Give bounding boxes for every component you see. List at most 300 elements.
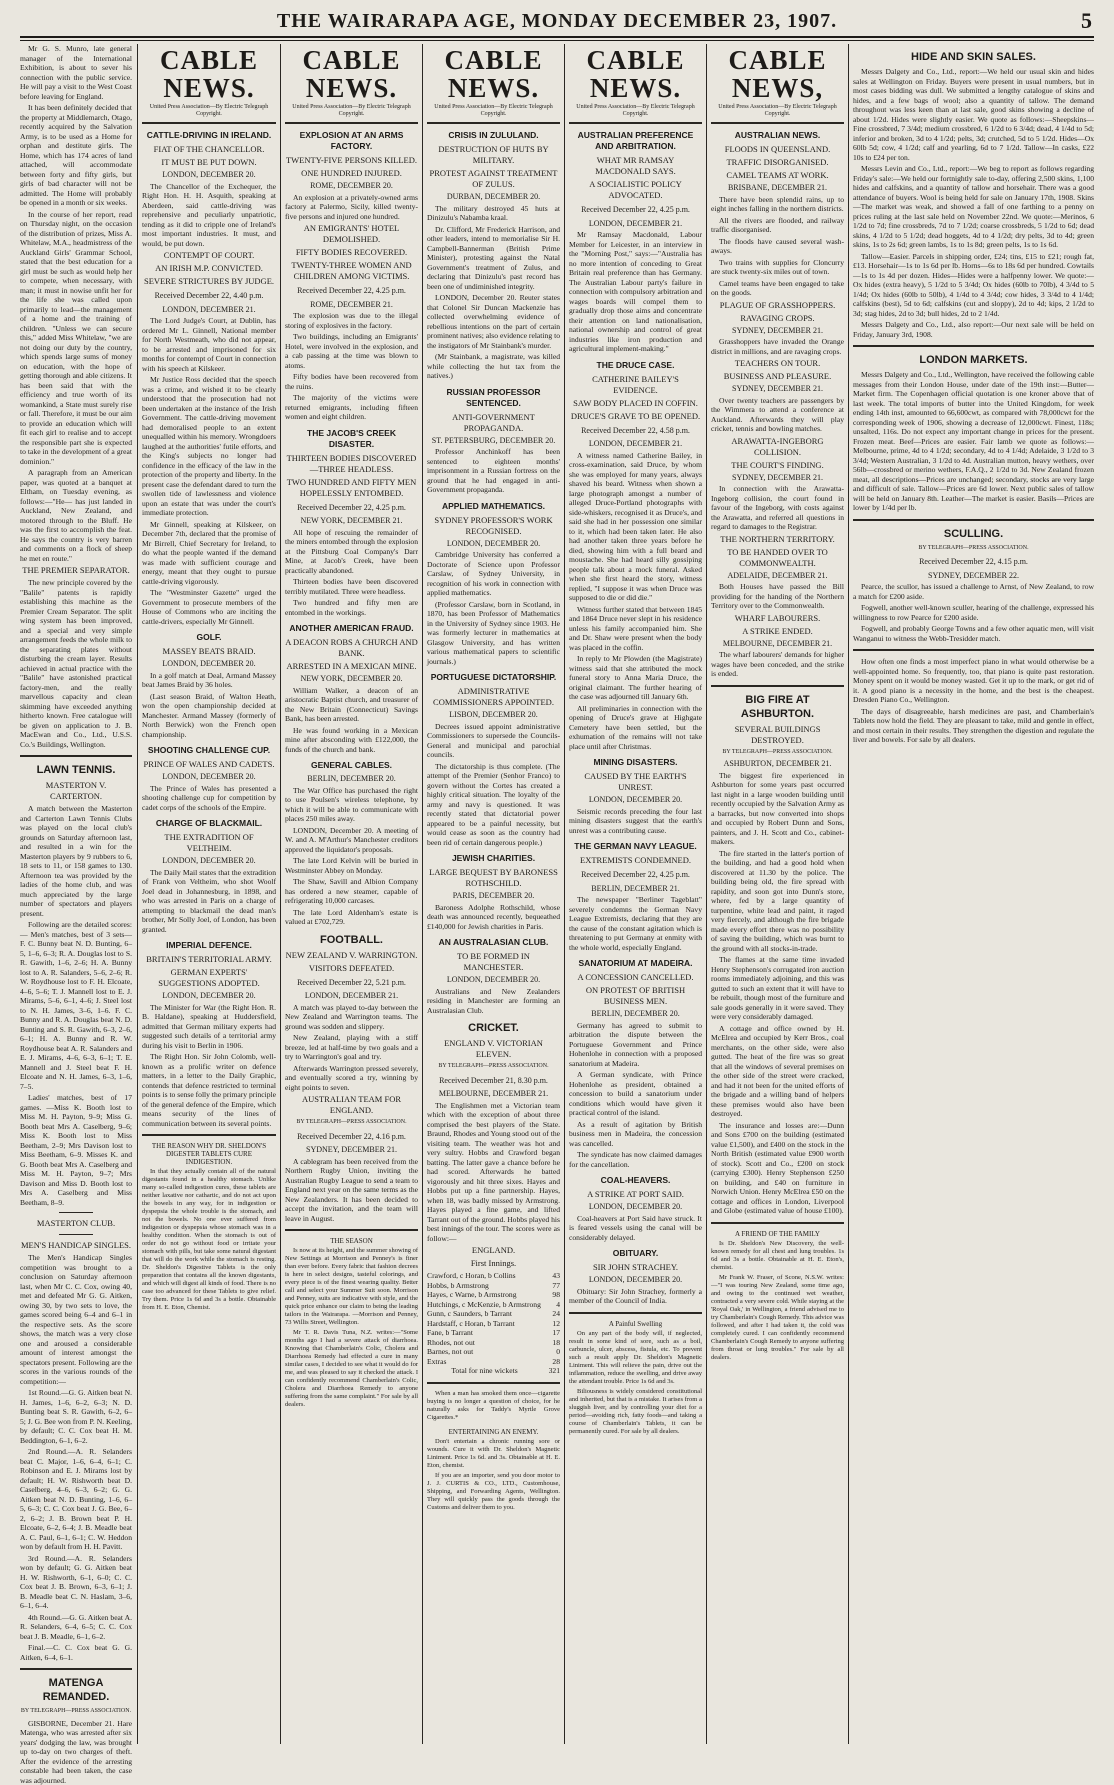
article-paragraph: Mr G. S. Munro, late general manager of the International Exhibition, is about to sever his connection with the public service. He will pay a visit to the West Coast before leaving for England. xyxy=(20,44,132,101)
article-paragraph: LONDON, December 20. Reuter states that Colonel Sir Duncan Mackenzie has collected overwhelming evidence of rebellious intentions on the part of certain prominent natives; also evidence relating to the instigators of Mr Stainbank's murder. xyxy=(427,293,560,350)
section-heading: AUSTRALIAN NEWS. xyxy=(711,130,844,141)
subheading: EXTREMISTS CONDEMNED. xyxy=(569,855,702,866)
column-7 xyxy=(853,44,1094,1744)
byline: BY TELEGRAPH—PRESS ASSOCIATION. xyxy=(427,1062,560,1072)
article-paragraph: Fifty bodies have been recovered from the ruins. xyxy=(285,372,418,391)
section-heading: PORTUGUESE DICTATORSHIP. xyxy=(427,672,560,683)
subheading: PROTEST AGAINST TREATMENT OF ZULUS. xyxy=(427,168,560,190)
article-paragraph: The military destroyed 45 huts at Dinizulu's Nabamba kraal. xyxy=(427,204,560,223)
advertisement xyxy=(142,1142,276,1312)
article-paragraph: Australians and New Zealanders residing in Manchester are forming an Australasian Club. xyxy=(427,987,560,1016)
advertisement-text: Don't entertain a chronic running sore or wounds. Cure it with Dr. Sheldon's Magnetic Liniment. Price 1s 6d. and 3s. Obtainable at H. E. Eton, chemist. xyxy=(427,1438,560,1470)
article-paragraph: There have been splendid rains, up to eight inches falling in the northern districts. xyxy=(711,195,844,214)
article-paragraph: Mr Ramsay Macdonald, Labour Member for Leicester, in an interview in the "Morning Post," says:—"Australia has no more intention of conceding to Great Britain real preference than has Germany. The Australian Labour party's failure in connection with compulsory arbitration and wages boards will compel them to gradually drop those aims and concentrate their attention on land nationalisation, national ownership and control of great industries like iron production and agricultural implement-making." xyxy=(569,230,702,354)
section-heading: APPLIED MATHEMATICS. xyxy=(427,501,560,512)
article-paragraph: William Walker, a deacon of an aristocratic Baptist church, and treasurer of the New Britain (Connecticut) Savings Bank, has been arrested. xyxy=(285,686,418,724)
subheading: TO BE FORMED IN MANCHESTER. xyxy=(427,951,560,973)
article-paragraph: The Minister for War (the Right Hon. R. B. Haldane), speaking at Huddersfield, admitted that German military experts had suggested such details of a territorial army during his visit to Berlin in 1906. xyxy=(142,1003,276,1051)
advertisement-text: Mr T. R. Davis Tuna, N.Z. writes:—"Some months ago I had a severe attack of diarrhoea. Knowing that Chamberlain's Colic, Cholera and Diarrhoea Remedy had effected a cure in many similar cases, I decided to see what it would do for me, and was pleased to say it checked the attack. I can confidently recommend Chamberlain's Colic, Cholera and Diarrhoea Remedy to anyone suffering from the same complaint." For sale by all dealers. xyxy=(285,1329,418,1409)
cable-news-title: CABLE NEWS. xyxy=(142,46,276,102)
dateline: LONDON, DECEMBER 20. xyxy=(142,659,276,669)
received-line: Received December 22, 5.21 p.m. xyxy=(285,978,418,988)
article-paragraph: Obituary: Sir John Strachey, formerly a member of the Council of India. xyxy=(569,1287,702,1306)
subheading: A SOCIALISTIC POLICY ADVOCATED. xyxy=(569,179,702,201)
article-paragraph: (Mr Stainbank, a magistrate, was killed while collecting the hut tax from the natives.) xyxy=(427,352,560,381)
cable-news-subtitle: United Press Association—By Electric Telegraph Copyright. xyxy=(711,104,844,124)
batsman-entry: Hutchings, c McKenzie, b Armstrong xyxy=(427,1300,542,1310)
batsman-entry: Crawford, c Horan, b Collins xyxy=(427,1271,542,1281)
scorecard-row xyxy=(427,1357,560,1367)
divider xyxy=(59,1212,93,1213)
scorecard-row xyxy=(427,1319,560,1329)
batsman-runs: 77 xyxy=(542,1281,560,1291)
subheading: LARGE BEQUEST BY BARONESS ROTHSCHILD. xyxy=(427,867,560,889)
article-paragraph: New Zealand, playing with a stiff breeze, led at half-time by two goals and a try to Warrington's goal and try. xyxy=(285,1033,418,1062)
column-rule xyxy=(280,44,281,1744)
dateline: BRISBANE, DECEMBER 21. xyxy=(711,183,844,193)
article-paragraph: A German syndicate, with Prince Hohenlohe as president, obtained a concession to build a sanatorium under conditions which would have given it practical control of the island. xyxy=(569,1070,702,1118)
article-paragraph: Messrs Dalgety and Co., Ltd., report:—We held our usual skin and hides sales at Wellington on Friday. Buyers were present in usual numbers, but in most cases bidding was dull. We submitted a lengthy catalogue of skins and hides, and a few bags of wool; also a quantity of tallow. The demand throughout was less keen than at last sale, good skins showing a decline of about 1/2d. Hides were slightly easier. We quote as follows:—Sheepskins—Fine crossbred, 7 3/4d; medium crossbred, 6 1/2d to 6 3/4d; dead, 4 1/4d to 5d; inferior and broken, 3d to 4 1/2d; pelts, 3d; crutched, 5d to 5 1/2d. Hides—Ox 60lb 5d; cow, 4 1/2d; calf and yearling, 6d to 7 1/2d. Tallow—In casks, £22 10s to £24 per ton. xyxy=(853,67,1094,162)
article-paragraph: A paragraph from an American paper, was quoted at a banquet at Eltham, on Tuesday evening, as follows:—"He— has just landed in Auckland, New Zealand, and motored through to the Bluff. He was the first to accomplish the feat. He says the country is very barren and comments on a flock of sheep he met en route." xyxy=(20,468,132,563)
subheading: MASTERTON CLUB. xyxy=(20,1218,132,1229)
cable-news-subtitle: United Press Association—By Electric Telegraph Copyright. xyxy=(285,104,418,124)
batsman-runs: 4 xyxy=(542,1300,560,1310)
section-heading: CRICKET. xyxy=(427,1021,560,1035)
masthead: THE WAIRARAPA AGE, MONDAY DECEMBER 23, 1907. xyxy=(0,10,1114,34)
subheading: ARRESTED IN A MEXICAN MINE. xyxy=(285,661,418,672)
article-paragraph: The wharf labourers' demands for higher wages have been conceded, and the strike is ended. xyxy=(711,650,844,679)
page-number: 5 xyxy=(1081,8,1092,34)
subheading: ON PROTEST OF BRITISH BUSINESS MEN. xyxy=(569,985,702,1007)
article-paragraph: Tallow—Easier. Parcels in shipping order, £24; tins, £15 to £21; rough fat, £13. Horsehair—1s to 1s 6d per lb. Horns—6s to 18s 6d per hundred. Cowtails—1s to 1s 4d per dozen. Hides—Hides were a halfpenny lower. We quote:—Ox hides (extra heavy), 5 1/2d to 5 3/4d; Ox hides (60lb to 70lb), 4 3/4d to 5 1/4d; Ox hides (60lb to 50lb), 4 1/4d to 4 3/4d; cow hides, 3 3/4d to 4 1/4d; calfskins (best), 5d to 6d; calfskins (cut and sloppy), 2d to 4d; kips, 2 1/2d to 3d; stag hides, 2d to 3d; bull hides, 2d to 2 1/4d. xyxy=(853,252,1094,319)
subheading: FLOODS IN QUEENSLAND. xyxy=(711,144,844,155)
article-paragraph: The insurance and losses are:—Dunn and Sons £700 on the building (estimated value £1,500), and £400 on the stock in the North British (estimated value £900 worth of stock). Scott and Co., £200 on stock (carrying £300). Henry Stephenson £250 on building, and £40 on furniture in Norwich Union. Henry McElrea £50 on the cottage and offices in London, Liverpool and Globe (estimated value of house £100). xyxy=(711,1121,844,1216)
article-paragraph: 1st Round.—G. G. Aitken beat N. H. James, 1–6, 6–2, 6–3; N. D. Bunting beat S. R. Gawith, 6–2, 6–5; J. G. Bee won from P. N. Keeling, by default; C. C. Cox beat H. M. Beddington, 6–1, 6–2. xyxy=(20,1388,132,1445)
article-paragraph: A match was played to-day between the New Zealand and Warrington teams. The ground was sodden and slippery. xyxy=(285,1003,418,1032)
dateline: SYDNEY, DECEMBER 21. xyxy=(711,473,844,483)
dateline: ADELAIDE, DECEMBER 21. xyxy=(711,571,844,581)
article-paragraph: The new principle covered by the "Balile" patents is rapidly establishing this machine as the Premier Cream Separator. The split wing system has been improved, and a special and very simple arrangement feeds the whole milk to the separating plates without disturbing the cream layer. Results achieved in actual practice with the "Balile" have astonished practical factory-men, and the really marvellous capacity and clean skimming have exceeded anything hitherto known. Free catalogue will be given on application to J. B. MacEwan and Co., Ltd., U.S.S. Co.'s Buildings, Wellington. xyxy=(20,578,132,749)
article-paragraph: Thirteen bodies have been discovered terribly mutilated. Three were headless. xyxy=(285,577,418,596)
divider xyxy=(59,1234,93,1235)
column-6 xyxy=(711,44,844,1744)
subheading: FIAT OF THE CHANCELLOR. xyxy=(142,144,276,155)
article-paragraph: Both Houses have passed the Bill providing for the handing of the Northern Territory over to the Commonwealth. xyxy=(711,582,844,611)
section-heading: MINING DISASTERS. xyxy=(569,757,702,768)
batsman-entry: Hardstaff, c Horan, b Tarrant xyxy=(427,1319,542,1329)
article-paragraph: Mr Justice Ross decided that the speech was a crime, and wished it to be clearly understood that the prosecution had not been undertaken at the instance of the Irish Government. The cattle-driving movement had demoralised people to an extent unequalled within his memory. Wrongdoers laughed at the authorities' futile efforts, and the King's subjects no longer had confidence in the efficacy of the law in the protection of the property and liberty. In the present case the defendant dared to turn the swollen tide of lawlessness and violence upon an estate that was under the court's immediate protection. xyxy=(142,375,276,518)
section-heading: HIDE AND SKIN SALES. xyxy=(853,50,1094,64)
section-heading: THE GERMAN NAVY LEAGUE. xyxy=(569,841,702,852)
article-paragraph: Afterwards Warrington pressed severely, and eventually scored a try, winning by eight points to seven. xyxy=(285,1064,418,1093)
article-paragraph: Cambridge University has conferred a Doctorate of Science upon Professor Carslaw, of Sydney University, in recognition of his work in connection with applied mathematics. xyxy=(427,550,560,598)
column-2 xyxy=(142,44,276,1744)
article-paragraph: The flames at the same time invaded Henry Stephenson's corrugated iron auction rooms immediately adjoining, and this was gutted to such an extent that it will have to be rebuilt, though most of the furniture and sale goods generally in it were saved. They were very considerably damaged. xyxy=(711,955,844,1022)
divider xyxy=(711,1222,844,1224)
section-heading: COAL-HEAVERS. xyxy=(569,1175,702,1186)
scorecard-row xyxy=(427,1338,560,1348)
article-paragraph: Witness further stated that between 1845 and 1864 Druce never slept in his residence unless his family accompanied him. She and Dr. Shaw were present when the body was placed in the coffin. xyxy=(569,605,702,653)
article-paragraph: All the rivers are flooded, and railway traffic disorganised. xyxy=(711,216,844,235)
article-paragraph: The late Lord Kelvin will be buried in Westminster Abbey on Monday. xyxy=(285,856,418,875)
subheading: MASTERTON V. CARTERTON. xyxy=(20,780,132,802)
subheading: THE EXTRADITION OF VELTHEIM. xyxy=(142,832,276,854)
article-paragraph: The Men's Handicap Singles competition was brought to a conclusion on Saturday afternoon last, when Mr C. C. Cox, owing 40, met and defeated Mr G. G. Aitken, owing 30, by two sets to love, the games scored being 6–4 and 6–1 in the respective sets. As the score shows, the match was a very close one and aroused a considerable amount of interest amongst the spectators present. Following are the scores in the various rounds of the competition:— xyxy=(20,1253,132,1386)
subheading: SAW BODY PLACED IN COFFIN. xyxy=(569,398,702,409)
batsman-runs: 28 xyxy=(542,1357,560,1367)
subheading: CATHERINE BAILEY'S EVIDENCE. xyxy=(569,374,702,396)
cable-news-title: CABLE NEWS, xyxy=(711,46,844,102)
cable-news-title: CABLE NEWS. xyxy=(285,46,418,102)
dateline: LONDON, DECEMBER 20. xyxy=(569,1202,702,1212)
subheading: TRAFFIC DISORGANISED. xyxy=(711,157,844,168)
subheading: TWENTY-THREE WOMEN AND CHILDREN AMONG VICTIMS. xyxy=(285,260,418,282)
article-paragraph: The Daily Mail states that the extradition of Frank von Veltheim, who shot Woolf Joel dead in Johannesburg, in 1898, and who was arrested in Paris on a charge of attempting to blackmail the dead man's brother, Mr Solly Joel, of London, has been granted. xyxy=(142,868,276,935)
scorecard-row xyxy=(427,1281,560,1291)
batsman-entry: Extras xyxy=(427,1357,542,1367)
received-line: Received December 22, 4.25 p.m. xyxy=(285,503,418,513)
article-paragraph: LONDON, December 20. A meeting of W. and A. M'Arthur's Manchester creditors approved the liquidator's proposals. xyxy=(285,826,418,855)
subheading: THE NORTHERN TERRITORY. xyxy=(711,534,844,545)
section-heading: FOOTBALL. xyxy=(285,933,418,947)
column-rule xyxy=(706,44,707,1744)
total-runs: 321 xyxy=(542,1366,560,1376)
section-heading: LONDON MARKETS. xyxy=(853,353,1094,367)
dateline: SYDNEY, DECEMBER 21. xyxy=(711,326,844,336)
received-line: Received December 22, 4.25 p.m. xyxy=(285,286,418,296)
article-paragraph: The War Office has purchased the right to use Poulsen's wireless telephone, by which it will be able to communicate with places 250 miles away. xyxy=(285,786,418,824)
scorecard-row xyxy=(427,1271,560,1281)
subheading: ADMINISTRATIVE COMMISSIONERS APPOINTED. xyxy=(427,686,560,708)
article-paragraph: In the course of her report, read on Thursday night, on the occasion of the distribution of prizes, Miss A. Whitelaw, M.A., headmistress of the Auckland Girls' Grammar School, stated that the best education for a girl must be such as would help her to compete, when necessary, with man; it must in nowise unfit her for the life she was called upon primarily to lead—the management of a home and the training of children. "Unless we can secure this," added Miss Whitelaw, "we are not doing our duty by the country, which spends large sums of money on education, with the hope of getting thorough and able citizens. It has been said that with the efficiency and true worth of its womankind, a State must surely rise or fall. Therefore, it must be our aim to provide an education which will fit each girl to realise and to accept the responsible part she is expected to take in the development of a great dominion." xyxy=(20,210,132,467)
batsman-entry: Hobbs, b Armstrong xyxy=(427,1281,542,1291)
article-paragraph: Decrees issued appoint administrative Commissioners to supersede the Councils-General and municipal and parochial councils. xyxy=(427,722,560,760)
advertisement-text: If you are an importer, send you door motor to J. J. CURTIS & CO., LTD., Customhouse, Shipping, and Forwarding Agents, Wellington. They will quickly pass the goods through the Customs and deliver them to you. xyxy=(427,1472,560,1512)
divider xyxy=(711,685,844,687)
article-paragraph: Messrs Levin and Co., Ltd., report:—We beg to report as follows regarding Friday's sale:—We held our fortnightly sale to-day, offering 2,500 skins, 1,100 hides and calfskins, and a quantity of tallow and horsehair. There was a good attendance of buyers. Wool is being held for sale on January 17th, 1908. Skins—The market was weak, and showed a fall of one farthing to a penny on prices ruling at the last sale held on November 22nd. We quote:—Merinos, 6 1/2d to 7d; fine crossbreds, 7d to 7 1/2d; coarse crossbreds, 5 1/2d to 6d; dead skins, 4 1/2d to 5 1/2d; dead hoggets, 4d to 4 1/2d; dry pelts, 3d to 4d; green skins, 1s to 2s 6d; green lambs, 1s to 1s 8d; green pelts, 1s to 1s 6d. xyxy=(853,164,1094,250)
article-paragraph: How often one finds a most imperfect piano in what would otherwise be a well-appointed home. So frequently, too, that piano is quite past restoration. Money spent on it would be money wasted. Get it up to the mark, or get rid of it. A good piano is a necessity in the home, and the best is the cheapest. Dresden Piano Co., Wellington. xyxy=(853,657,1094,705)
subheading: PLAGUE OF GRASSHOPPERS. xyxy=(711,300,844,311)
subheading: ANTI-GOVERNMENT PROPAGANDA. xyxy=(427,412,560,434)
subheading: A CONCESSION CANCELLED. xyxy=(569,972,702,983)
advertisement xyxy=(569,1320,702,1436)
dateline: MELBOURNE, DECEMBER 21. xyxy=(427,1089,560,1099)
article-paragraph: Fogwell, another well-known sculler, hearing of the challenge, expressed his willingness to row Pearce for £200 aside. xyxy=(853,603,1094,622)
subheading: GERMAN EXPERTS' SUGGESTIONS ADOPTED. xyxy=(142,967,276,989)
article-paragraph: Camel teams have been engaged to take on the goods. xyxy=(711,279,844,298)
article-paragraph: The days of disagreeable, harsh medicines are past, and Chamberlain's Tablets now hold the field. They are pleasant to take, mild and gentle in effect, and most certain in their results. They strengthen the digestion and regulate the liver and bowels. For sale by all dealers. xyxy=(853,707,1094,745)
section-heading: MATENGA REMANDED. xyxy=(20,1676,132,1704)
batsman-runs: 98 xyxy=(542,1290,560,1300)
scorecard-row xyxy=(427,1347,560,1357)
received-line: Received December 22, 4.15 p.m. xyxy=(853,557,1094,567)
subheading: SIR JOHN STRACHEY. xyxy=(569,1262,702,1273)
dateline: LONDON, DECEMBER 20. xyxy=(427,539,560,549)
dateline: ASHBURTON, DECEMBER 21. xyxy=(711,759,844,769)
advertisement-text: Is Dr. Sheldon's New Discovery, the well-known remedy for all chest and lung troubles. 1s 6d and 3s a bottle. Obtainable at H. E. Eton's, chemist. xyxy=(711,1240,844,1272)
dateline: ST. PETERSBURG, DECEMBER 20. xyxy=(427,436,560,446)
dateline: SYDNEY, DECEMBER 21. xyxy=(711,384,844,394)
article-paragraph: Messrs Dalgety and Co., Ltd., also report:—Our next sale will be held on Friday, January 3rd, 1908. xyxy=(853,320,1094,339)
subheading: TWENTY-FIVE PERSONS KILLED. xyxy=(285,155,418,166)
cable-news-subtitle: United Press Association—By Electric Telegraph Copyright. xyxy=(569,104,702,124)
cable-news-title: CABLE NEWS. xyxy=(427,46,560,102)
dateline: LONDON, DECEMBER 21. xyxy=(285,991,418,1001)
subheading: CAMEL TEAMS AT WORK. xyxy=(711,170,844,181)
dateline: SYDNEY, DECEMBER 22. xyxy=(853,571,1094,581)
section-heading: SANATORIUM AT MADEIRA. xyxy=(569,958,702,969)
cable-news-subtitle: United Press Association—By Electric Telegraph Copyright. xyxy=(142,104,276,124)
article-paragraph: The newspaper "Berliner Tageblatt" severely condemns the German Navy League Extremists, declaring that they are the cause of the constant agitation which is threatening to put Germany at enmity with the whole world, especially England. xyxy=(569,895,702,952)
article-paragraph: Seismic records preceding the four last mining disasters suggest that the earth's unrest was a contributing cause. xyxy=(569,807,702,836)
advertisement xyxy=(711,1230,844,1362)
dateline: LONDON, DECEMBER 20. xyxy=(142,772,276,782)
section-heading: BIG FIRE AT ASHBURTON. xyxy=(711,693,844,721)
batsman-runs: 24 xyxy=(542,1309,560,1319)
article-paragraph: Ladies' matches, best of 17 games. —Miss K. Booth lost to Miss M. H. Payton, 9–9; Miss G. Booth beat Mrs A. Caselberg, 9–6; Miss K. Booth lost to Miss Beetham, 2–9; Mrs Davison lost to Miss Beetham, 6–9. Misses K. and G. Booth beat Mrs A. Caselberg and Miss M. H. Payton, 9–7; Mrs Davison and Miss D. Booth lost to Mrs A. Caselberg and Miss Beetham, 8–9. xyxy=(20,1093,132,1207)
article-paragraph: The explosion was due to the illegal storing of explosives in the factory. xyxy=(285,311,418,330)
article-paragraph: Following are the detailed scores:— Men's matches, best of 3 sets— F. C. Bunny beat N. D. Bunting, 6–5, 1–6, 6–3; R. A. Douglas lost to S. R. Gawith, 1–6, 2–6; H. A. Bunny lost to A. R. Salanders, 5–6, 2–6; R. W. Roydhouse lost to F. H. Elcoate, 4–6, 5–6; T. J. Mannell lost to E. J. Mirams, 5–6, 6–1, 4–6; J. Steel lost to N. H. James, 3–6, 1–6. F. C. Bunny and R. A. Douglas beat N. D. Bunting and S. R. Gawith, 6–3, 2–6, 6–1; H. A. Bunny and R. W. Roydhouse beat A. R. Salanders and E. J. Mirams, 4–6, 6–3, 6–1; T. E. Mannell and J. Steel beat F. H. Elcoate and N. H. James, 6–3, 1–6, 7–5. xyxy=(20,920,132,1091)
article-paragraph: An explosion at a privately-owned arms factory at Palermo, Sicily, killed twenty-five persons and injured one hundred. xyxy=(285,193,418,222)
subheading: VISITORS DEFEATED. xyxy=(285,963,418,974)
subheading: MASSEY BEATS BRAID. xyxy=(142,646,276,657)
section-heading: LAWN TENNIS. xyxy=(20,763,132,777)
advertisement xyxy=(427,1390,560,1512)
divider xyxy=(20,755,132,757)
dateline: LONDON, DECEMBER 20. xyxy=(569,1275,702,1285)
article-paragraph: Germany has agreed to submit to arbitration the dispute between the Portuguese Government and Prince Hohenlohe in connection with a proposed sanatorium at Madeira. xyxy=(569,1021,702,1069)
byline: BY TELEGRAPH—PRESS ASSOCIATION. xyxy=(285,1118,418,1128)
byline: BY TELEGRAPH—PRESS ASSOCIATION. xyxy=(853,544,1094,554)
received-line: Received December 22, 4.40 p.m. xyxy=(142,291,276,301)
article-paragraph: The Lord Judge's Court, at Dublin, has ordered Mr L. Ginnell, National member for North Westmeath, who did not appear, to be arrested and imprisoned for six months for contempt of Court in connection with his speech at Kilskeer. xyxy=(142,316,276,373)
dateline: ROME, DECEMBER 21. xyxy=(285,300,418,310)
dateline: PARIS, DECEMBER 20. xyxy=(427,891,560,901)
article-paragraph: In connection with the Arawatta-Ingeborg collision, the court found in favour of the Ingeborg, with costs against the Arawatta, and referred all questions in regard to damages to the Registrar. xyxy=(711,484,844,532)
article-paragraph: The syndicate has now claimed damages for the cancellation. xyxy=(569,1150,702,1169)
article-paragraph: Messrs Dalgety and Co., Ltd., Wellington, have received the following cable messages from their London House, under date of the 19th inst:—Butter—Market firm. The Copenhagen official quotation is one kroner above that of last week. The total imports of butter into the United Kingdom, for week ending 14th inst, amounted to 66,600cwt, as compared with 78,000cwt for the corresponding week of 1906, showing a decrease of 12,000cwt. Finest, 118s; unsalted, 116s. Do not expect any important change in prices for the present. Frozen meat. Beef—Prices are easier. Fair lamb we quote as follows:—Melbourne, prime, 4d to 4 1/2d; secondary, 4d to 4 1/4d; Adelaide, 3 1/2d to 3 3/4d; Western Australian, 3 1/2d to 4d. Australian mutton, heavy wethers, over 56lb—crossbred or merino wethers, F.A.Q., 2 1/2d to 3d. New Zealand frozen meat, all descriptions—Prices are unchanged; secondary, stocks are very large and difficult of sale. Tallow—Prices are 6d lower. Next public sales of tallow will be held on January 8th. Leather—The market is easier. Basils—Prices are lower by 1/4d per lb. xyxy=(853,370,1094,513)
article-paragraph: (Last season Braid, of Walton Heath, won the open championship decided at Manchester. Armand Massey (formerly of North Berwick) won the French open championship. xyxy=(142,692,276,740)
column-rule xyxy=(564,44,565,1744)
article-paragraph: The dictatorship is thus complete. (The attempt of the Premier (Senhor Franco) to govern without the Cortes has created a highly critical situation. The loyalty of the army and navy is questioned. It was recently stated that dictatorial power appeared to be a painful necessity, but would cease as soon as the country had been rid of certain dangerous people.) xyxy=(427,762,560,848)
subheading: DRUCE'S GRAVE TO BE OPENED. xyxy=(569,411,702,422)
article-paragraph: The floods have caused several wash-aways. xyxy=(711,237,844,256)
divider xyxy=(853,649,1094,651)
subheading: DESTRUCTION OF HUTS BY MILITARY. xyxy=(427,144,560,166)
subheading: TWO HUNDRED AND FIFTY MEN HOPELESSLY ENTOMBED. xyxy=(285,477,418,499)
article-paragraph: 4th Round.—G. G. Aitken beat A. R. Selanders, 6–4, 6–5; C. C. Cox beat J. B. Meadle, 6–1, 6–2. xyxy=(20,1613,132,1642)
scorecard-row xyxy=(427,1328,560,1338)
article-paragraph: The Prince of Wales has presented a shooting challenge cup for competition by cadet corps of the schools of the Empire. xyxy=(142,784,276,813)
article-paragraph: It has been definitely decided that the property at Middlemarch, Otago, recently acquired by the Salvation Army, is to be used as a Home for orphan and destitute girls. The Home, which has 174 acres of land attached, will accommodate between forty and fifty girls, but girls of bad character will not be admitted. The Home will probably be opened in a month or six weeks. xyxy=(20,103,132,208)
batsman-runs: 0 xyxy=(542,1347,560,1357)
article-paragraph: All hope of rescuing the remainder of the miners entombed through the explosion at the Pittsburg Coal Company's Darr Mine, at Jacob's Creek, have been practically abandoned. xyxy=(285,528,418,576)
advertisement-heading: ENTERTAINING AN ENEMY. xyxy=(427,1428,560,1436)
subheading: PRINCE OF WALES AND CADETS. xyxy=(142,759,276,770)
dateline: BERLIN, DECEMBER 21. xyxy=(569,884,702,894)
dateline: ROME, DECEMBER 20. xyxy=(285,181,418,191)
article-paragraph: Final.—C. C. Cox beat G. G. Aitken, 6–4, 6–1. xyxy=(20,1643,132,1662)
received-line: Received December 22, 4.58 p.m. xyxy=(569,426,702,436)
dateline: LONDON, DECEMBER 20. xyxy=(427,975,560,985)
article-paragraph: Fogwell, and probably George Towns and a few other aquatic men, will visit Wanganui to witness the Webb-Tresidder match. xyxy=(853,624,1094,643)
section-heading: JEWISH CHARITIES. xyxy=(427,853,560,864)
article-paragraph: (Professor Carslaw, born in Scotland, in 1870, has been Professor of Mathematics in the University of Sydney since 1903. He was formerly lecturer in mathematics at Glasgow University, and has written various mathematical papers to scientific journals.) xyxy=(427,600,560,667)
byline: BY TELEGRAPH—PRESS ASSOCIATION. xyxy=(20,1707,132,1717)
article-paragraph: The Shaw, Savill and Albion Company has ordered a new steamer, capable of refrigerating 10,000 carcases. xyxy=(285,877,418,906)
article-paragraph: Two buildings, including an Emigrants' Hotel, were involved in the explosion, and a cab passing at the time was blown to atoms. xyxy=(285,332,418,370)
article-paragraph: The "Westminster Gazette" urged the Government to prosecute members of the House of Commons who are inciting the cattle-drivers, especially Mr Ginnell. xyxy=(142,588,276,626)
advertisement-text: In that they actually contain all of the natural digestants found in a healthy stomach. Unlike many so-called indigestion cures, these tablets are neither laxative nor cathartic, and do not act upon the bowels in any way, for in indigestion or dyspepsia the whole trouble is the stomach, and not the bowels. No one ever suffered from indigestion or dyspepsia whose stomach was in a healthy condition. When the stomach is out of order do not go without food or irritate your stomach with pills, but take some natural digestant that will do the work while the stomach is resting. Dr. Sheldon's Digestive Tablets is the only preparation that contains all the known digestants, and which will digest all kinds of food. There is no case too advanced for these Tablets to give relief. Try them. Price 1s 6d and 3s a bottle. Obtainable from H. E. Eton, Chemist. xyxy=(142,1168,276,1312)
subheading: BRITAIN'S TERRITORIAL ARMY. xyxy=(142,954,276,965)
batsman-entry: Fane, b Tarrant xyxy=(427,1328,542,1338)
article-paragraph: A match between the Masterton and Carterton Lawn Tennis Clubs was played on the local club's grounds on Saturday afternoon last, and resulted in a win for the Masterton players by 9 rubbers to 6, 18 sets to 11, or 158 games to 130. Afternoon tea was provided by the ladies of the home club, and was much appreciated by the large number of spectators and players present. xyxy=(20,804,132,918)
article-paragraph: Grasshoppers have invaded the Orange district in millions, and are ravaging crops. xyxy=(711,337,844,356)
section-heading: OBITUARY. xyxy=(569,1248,702,1259)
subheading: TO BE HANDED OVER TO COMMONWEALTH. xyxy=(711,547,844,569)
advertisement-text: Mr Frank W. Fraser, of Scone, N.S.W. writes:—"I was touring New Zealand, some time ago, and owing to the continued wet weather, contracted a very severe cold. While staying at the 'Royal Oak,' in Wellington, a friend advised me to try Chamberlain's Cough Remedy. This advice was followed, and after I had taken it, the cold was completely cured. I can confidently recommend Chamberlain's Cough Remedy to anyone suffering from throat or lung troubles." For sale by all dealers. xyxy=(711,1274,844,1362)
section-heading: AUSTRALIAN PREFERENCE AND ARBITRATION. xyxy=(569,130,702,152)
dateline: LONDON, DECEMBER 20. xyxy=(142,856,276,866)
batsman-entry: Hayes, c Warne, b Armstrong xyxy=(427,1290,542,1300)
article-paragraph: Two hundred and fifty men are entombed in the workings. xyxy=(285,598,418,617)
dateline: NEW YORK, DECEMBER 21. xyxy=(285,516,418,526)
batsman-runs: 17 xyxy=(542,1328,560,1338)
article-paragraph: Professor Anchinkoff has been sentenced to eighteen months' imprisonment in a Russian fortress on the ground that he had engaged in anti-Government propaganda. xyxy=(427,447,560,495)
batsman-entry: Gunn, c Saunders, b Tarrant xyxy=(427,1309,542,1319)
advertisement-text: On any part of the body will, if neglected, result in some kind of sore, such as a boil, carbuncle, ulcer, abscess, fistula, etc. To prevent such a result apply Dr. Sheldon's Magnetic Liniment. This will relieve the pain, drive out the inflammation, reduce the swelling, and drive away the attendant trouble. Price 1s 6d and 3s. xyxy=(569,1330,702,1386)
subheading: NEW ZEALAND V. WARRINGTON. xyxy=(285,950,418,961)
advertisement-heading: THE REASON WHY DR. SHELDON'S DIGESTER TABLETS CURE INDIGESTION. xyxy=(142,1142,276,1166)
section-heading: CATTLE-DRIVING IN IRELAND. xyxy=(142,130,276,141)
total-label: Total for nine wickets xyxy=(427,1366,542,1376)
section-heading: EXPLOSION AT AN ARMS FACTORY. xyxy=(285,130,418,152)
article-paragraph: He was found working in a Mexican mine after absconding with £122,000, the funds of the church and bank. xyxy=(285,726,418,755)
dateline: MELBOURNE, DECEMBER 21. xyxy=(711,639,844,649)
section-heading: THE JACOB'S CREEK DISASTER. xyxy=(285,428,418,450)
subheading: ARAWATTA-INGEBORG COLLISION. xyxy=(711,436,844,458)
top-rule xyxy=(20,36,1094,38)
section-heading: SCULLING. xyxy=(853,527,1094,541)
dateline: LISBON, DECEMBER 20. xyxy=(427,710,560,720)
advertisement-text: When a man has smoked them once—cigarette buying is no longer a question of choice, for he naturally asks for Taddy's Myrtle Grove Cigarettes.* xyxy=(427,1390,560,1422)
column-1 xyxy=(20,44,132,1744)
subheading: FIFTY BODIES RECOVERED. xyxy=(285,247,418,258)
batsman-runs: 43 xyxy=(542,1271,560,1281)
subheading: IT MUST BE PUT DOWN. xyxy=(142,157,276,168)
article-paragraph: The Right Hon. Sir John Colomb, well-known as a prolific writer on defence matters, in a letter to the Daily Graphic, contends that defence restricted to terminal points is to sense folly the primary principle of the general defence of the Empire, which means security of the lines of communication between its several points. xyxy=(142,1052,276,1128)
subheading: ENGLAND V. VICTORIAN ELEVEN. xyxy=(427,1038,560,1060)
dateline: NEW YORK, DECEMBER 20. xyxy=(285,674,418,684)
section-heading: CHARGE OF BLACKMAIL. xyxy=(142,818,276,829)
dateline: LONDON, DECEMBER 21. xyxy=(569,439,702,449)
article-paragraph: All preliminaries in connection with the opening of Druce's grave at Highgate Cemetery have been settled, but the exhumation of the remains will not take place until after Christmas. xyxy=(569,704,702,752)
dateline: LONDON, DECEMBER 20. xyxy=(142,991,276,1001)
article-paragraph: The fire started in the latter's portion of the building, and had a good hold when discovered at 11.30 by the police. The building being old, the fire spread with rapidity, and soon got into Dunn's store, where, fed by a large quantity of turpentine, white lead and paint, it raged very fiercely, and although the fire brigade made every effort there was no possibility of saving the building, which was burnt to the ground with all stocks-in-trade. xyxy=(711,849,844,954)
subheading: AN IRISH M.P. CONVICTED. xyxy=(142,263,276,274)
subheading: CAUSED BY THE EARTH'S UNREST. xyxy=(569,771,702,793)
article-paragraph: The late Lord Aldenham's estate is valued at £702,729. xyxy=(285,908,418,927)
subheading: A DEACON ROBS A CHURCH AND BANK. xyxy=(285,637,418,659)
dateline: SYDNEY, DECEMBER 21. xyxy=(285,1145,418,1155)
article-paragraph: Baroness Adolphe Rothschild, whose death was announced recently, bequeathed £140,000 for Jewish charities in Paris. xyxy=(427,903,560,932)
dateline: LONDON, DECEMBER 21. xyxy=(142,305,276,315)
scorecard-row xyxy=(427,1300,560,1310)
section-heading: THE DRUCE CASE. xyxy=(569,360,702,371)
scorecard xyxy=(427,1271,560,1376)
article-paragraph: In reply to Mr Plowden (the Magistrate) witness said that she attributed the mock funeral story to Anna Maria Druce, the original claimant. The further hearing of the case was adjourned till January 6th. xyxy=(569,654,702,702)
section-heading: AN AUSTRALASIAN CLUB. xyxy=(427,937,560,948)
divider xyxy=(20,1668,132,1670)
dateline: LONDON, DECEMBER 20. xyxy=(142,170,276,180)
subheading: WHAT MR RAMSAY MACDONALD SAYS. xyxy=(569,155,702,177)
scorecard-row xyxy=(427,1290,560,1300)
column-rule xyxy=(137,44,138,1744)
batsman-entry: Rhodes, not out xyxy=(427,1338,542,1348)
received-line: Received December 22, 4.16 p.m. xyxy=(285,1132,418,1142)
section-heading: IMPERIAL DEFENCE. xyxy=(142,940,276,951)
subheading: ENGLAND. xyxy=(427,1245,560,1256)
batsman-runs: 18 xyxy=(542,1338,560,1348)
divider xyxy=(569,1312,702,1314)
article-paragraph: The biggest fire experienced in Ashburton for some years past occurred last night in a large wooden building until recently occupied by the Salvation Army as a barracks, but now converted into shops and occupied by Robert Dunn and Sons, painters, and J. H. Scott and Co., cabinet-makers. xyxy=(711,771,844,847)
section-heading: ANOTHER AMERICAN FRAUD. xyxy=(285,623,418,634)
article-paragraph: 3rd Round.—A. R. Selanders won by default; G. G. Aitken beat H. W. Rishworth, 6–1, 6–0; C. C. Cox beat J. B. Brown, 6–3, 6–1; J. B. Meadle beat C. N. Haslam, 3–6, 6–1, 6–4. xyxy=(20,1554,132,1611)
column-rule xyxy=(422,44,423,1744)
top-rule-thin xyxy=(20,40,1094,41)
dateline: LONDON, DECEMBER 21. xyxy=(569,219,702,229)
column-rule xyxy=(848,44,849,1744)
cable-news-subtitle: United Press Association—By Electric Telegraph Copyright. xyxy=(427,104,560,124)
article-paragraph: A witness named Catherine Bailey, in cross-examination, said Druce, by whom she was employed for many years, always shaved his beard. Witness when shown a large photograph amongst a number of alleged Druce-Portland photographs with side-whiskers, recognised it as Druce's, and said she had in her possession one similar to it, which had been taken later. He also had another taken three years before he died, showing him with a full beard and moustache. She had heard silly gossiping people talk about a mock funeral. Asked when she first heard the story, witness replied, "I suppose it was when Druce was supposed to die or did die." xyxy=(569,451,702,603)
subheading: SYDNEY PROFESSOR'S WORK RECOGNISED. xyxy=(427,515,560,537)
received-line: Received December 22, 4.25 p.m. xyxy=(569,870,702,880)
article-paragraph: Mr Ginnell, speaking at Kilskeer, on December 7th, declared that the promise of Mr Birrell, Chief Secretary for Ireland, to do what the people wanted if the demand was made with sufficient courage and energy, meant that they ought to pursue cattle-driving vigorously. xyxy=(142,520,276,587)
subheading: A STRIKE AT PORT SAID. xyxy=(569,1189,702,1200)
batsman-entry: Barnes, not out xyxy=(427,1347,542,1357)
divider xyxy=(853,345,1094,347)
article-paragraph: The Englishmen met a Victorian team which with the exception of about three comprised the best players of the State. Braund, Rhodes and Young stood out of the visiting team. The weather was hot and very sultry. Hobbs and Crawford began batting. The latter gave a chance before he had scored. Afterwards he batted vigorously and hit three sixes. Hayes and Hobbs put up a fine partnership. Hayes, when 18, was badly missed by Armstrong. Hayes played a fine game, and lifted Tarrant out of the ground. Hobbs played his best innings of the tour. The scores were as follow:— xyxy=(427,1101,560,1244)
scorecard-row xyxy=(427,1309,560,1319)
article-paragraph: In a golf match at Deal, Armand Massey beat James Braid by 36 holes. xyxy=(142,671,276,690)
subheading: ONE HUNDRED INJURED. xyxy=(285,168,418,179)
subheading: AUSTRALIAN TEAM FOR ENGLAND. xyxy=(285,1094,418,1116)
column-3 xyxy=(285,44,418,1744)
article-paragraph: Dr. Clifford, Mr Frederick Harrison, and other leaders, intend to memorialise Sir H. Campbell-Bannerman (British Prime Minister), protesting against the Natal Government's treatment of Zulus, and declaring that Dinizulu's past record has been one of undiminished integrity. xyxy=(427,225,560,292)
divider xyxy=(427,1382,560,1384)
subheading: THE PREMIER SEPARATOR. xyxy=(20,565,132,576)
dateline: DURBAN, DECEMBER 20. xyxy=(427,192,560,202)
article-paragraph: As a result of agitation by British business men in Madeira, the concession was cancelled. xyxy=(569,1120,702,1149)
dateline: LONDON, DECEMBER 20. xyxy=(569,795,702,805)
scorecard-total-row xyxy=(427,1366,560,1376)
article-paragraph: Two trains with supplies for Cloncurry are stuck twenty-six miles out of town. xyxy=(711,258,844,277)
subheading: WHARF LABOURERS. xyxy=(711,613,844,624)
subheading: SEVERAL BUILDINGS DESTROYED. xyxy=(711,724,844,746)
subheading: RAVAGING CROPS. xyxy=(711,313,844,324)
divider xyxy=(853,519,1094,521)
subheading: BUSINESS AND PLEASURE. xyxy=(711,371,844,382)
subheading: MEN'S HANDICAP SINGLES. xyxy=(20,1240,132,1251)
batsman-runs: 12 xyxy=(542,1319,560,1329)
subheading: THIRTEEN BODIES DISCOVERED—THREE HEADLESS. xyxy=(285,453,418,475)
byline: BY TELEGRAPH—PRESS ASSOCIATION. xyxy=(711,748,844,758)
advertisement xyxy=(285,1237,418,1409)
article-paragraph: Pearce, the scullor, has issued a challenge to Arnst, of New Zealand, to row a match for £200 aside. xyxy=(853,582,1094,601)
article-paragraph: GISBORNE, December 21. Hare Matenga, who was arrested after six years' dodging the law, was brought up to-day on two charges of theft. After the evidence of the arresting constable had been taken, the case was adjourned. xyxy=(20,1719,132,1785)
column-4 xyxy=(427,44,560,1744)
subheading: THE COURT'S FINDING. xyxy=(711,460,844,471)
